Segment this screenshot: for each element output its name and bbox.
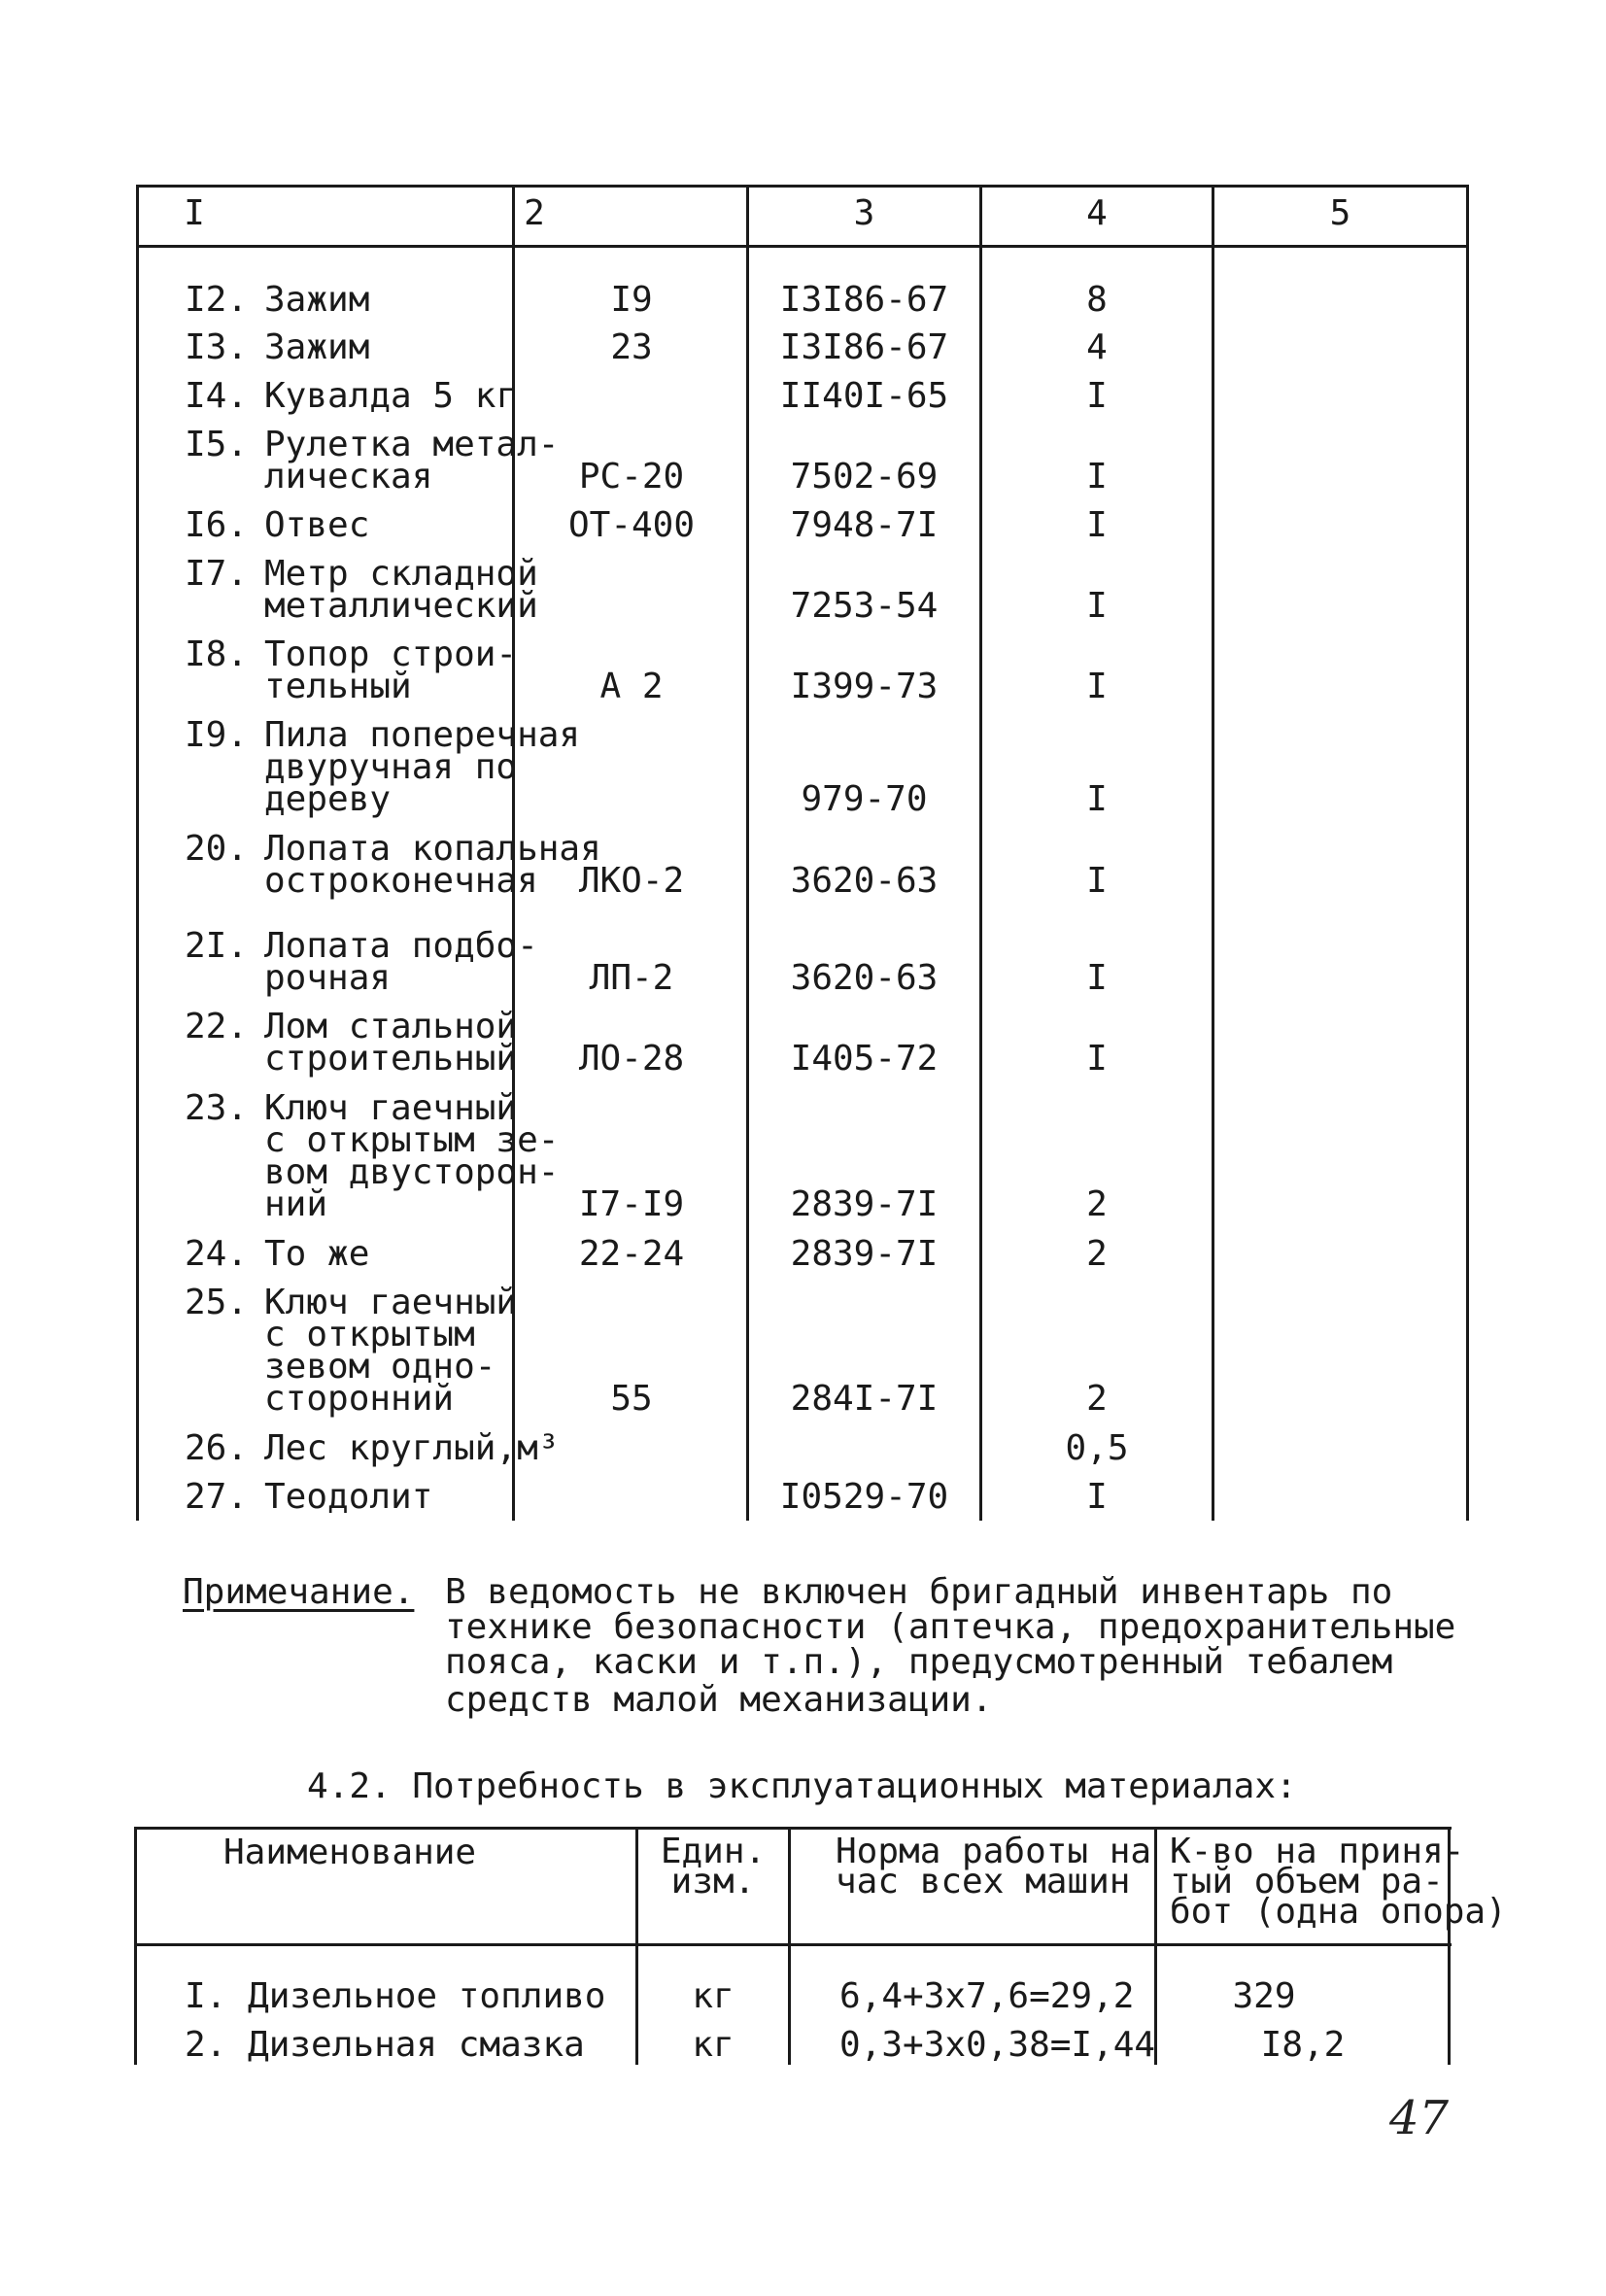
table1-right-border: [1466, 185, 1469, 1521]
table1-header-1: I: [184, 193, 205, 233]
row-26-name: Лес круглый,м³: [264, 1428, 560, 1468]
row-25-name: Ключ гаечный с открытым зевом одно- сторонний: [264, 1283, 518, 1419]
row-22-qty: I: [1086, 1039, 1108, 1079]
row-12-qty: 8: [1086, 280, 1108, 320]
row-16-qty: I: [1086, 505, 1108, 545]
row-24-mark: 22-24: [578, 1234, 685, 1274]
row-19-qty: I: [1086, 779, 1108, 819]
row-18-mark: А 2: [599, 667, 664, 706]
table1-col5-divider: [1212, 185, 1214, 1521]
table2-top-border: [134, 1827, 1452, 1830]
row-20-qty: I: [1086, 861, 1108, 901]
row-18-name: Топор строи- тельный: [264, 634, 518, 706]
table2-row-2-norm: 0,3+3х0,38=I,44: [839, 2025, 1156, 2065]
row-21-qty: I: [1086, 958, 1108, 998]
table2-col3-divider: [788, 1827, 791, 2065]
table1-header-2: 2: [524, 193, 545, 233]
row-23-qty: 2: [1086, 1184, 1108, 1224]
row-16-mark: ОТ-400: [567, 505, 696, 545]
table1-left-border: [136, 185, 139, 1521]
row-14-gost: II40I-65: [779, 376, 949, 416]
row-23-name: Ключ гаечный с открытым зе- вом двусторон- ний: [264, 1088, 560, 1224]
row-12-mark: I9: [610, 280, 653, 320]
row-27-num: 27.: [185, 1477, 249, 1517]
note-line-2: технике безопасности (аптечка, предохранительные: [445, 1607, 1456, 1647]
row-22-mark: ЛО-28: [578, 1039, 685, 1079]
table2-header-norm: Норма работы на час всех машин: [836, 1832, 1152, 1902]
row-13-mark: 23: [610, 327, 653, 367]
table2-row-2-qty: I8,2: [1260, 2025, 1346, 2065]
row-15-mark: РС-20: [578, 457, 685, 497]
row-12-name: Зажим: [264, 280, 370, 320]
table2-row-1-name: I. Дизельное топливо: [185, 1976, 606, 2016]
row-17-name: Метр складной металлический: [264, 554, 538, 626]
note-line-1: В ведомость не включен бригадный инвентарь по: [445, 1572, 1393, 1612]
row-17-qty: I: [1086, 586, 1108, 626]
row-16-num: I6.: [185, 505, 249, 545]
row-15-name: Рулетка метал- лическая: [264, 425, 560, 497]
table1-header-3: 3: [853, 193, 875, 233]
section-title: 4.2. Потребность в эксплуатационных материалах:: [307, 1766, 1297, 1806]
row-16-name: Отвес: [264, 505, 370, 545]
row-13-gost: I3I86-67: [779, 327, 949, 367]
table2-header-unit: Един. изм.: [660, 1832, 767, 1902]
row-21-mark: ЛП-2: [589, 958, 674, 998]
page-number: 47: [1389, 2091, 1450, 2145]
row-22-num: 22.: [185, 1007, 249, 1046]
row-22-name: Лом стальной строительный: [264, 1007, 518, 1079]
row-24-gost: 2839-7I: [790, 1234, 939, 1274]
row-17-gost: 7253-54: [790, 586, 939, 626]
row-20-num: 20.: [185, 829, 249, 869]
row-13-name: Зажим: [264, 327, 370, 367]
row-23-mark: I7-I9: [578, 1184, 685, 1224]
row-15-qty: I: [1086, 457, 1108, 497]
row-27-name: Теодолит: [264, 1477, 433, 1517]
table2-row-2-name: 2. Дизельная смазка: [185, 2025, 585, 2065]
row-23-num: 23.: [185, 1088, 249, 1128]
row-19-name: Пила поперечная двуручная по дереву: [264, 715, 581, 819]
row-15-gost: 7502-69: [790, 457, 939, 497]
row-14-qty: I: [1086, 376, 1108, 416]
row-21-num: 2I.: [185, 926, 249, 966]
row-21-name: Лопата подбо- рочная: [264, 926, 538, 998]
note-label: Примечание.: [183, 1572, 415, 1612]
row-17-num: I7.: [185, 554, 249, 594]
table2-header-name: Наименование: [223, 1833, 477, 1872]
row-24-qty: 2: [1086, 1234, 1108, 1274]
note-line-4: средств малой механизации.: [445, 1680, 993, 1720]
row-25-gost: 284I-7I: [790, 1379, 939, 1419]
table1-header-4: 4: [1086, 193, 1108, 233]
row-19-num: I9.: [185, 715, 249, 755]
table2-row-1-unit: кг: [692, 1976, 735, 2016]
table1-header-border: [136, 245, 1469, 248]
table2-header-qty: К-во на приня- тый объем ра- бот (одна опора): [1170, 1832, 1507, 1932]
table1-top-border: [136, 185, 1469, 188]
row-24-num: 24.: [185, 1234, 249, 1274]
row-12-gost: I3I86-67: [779, 280, 949, 320]
row-20-gost: 3620-63: [790, 861, 939, 901]
row-21-gost: 3620-63: [790, 958, 939, 998]
row-23-gost: 2839-7I: [790, 1184, 939, 1224]
row-14-name: Кувалда 5 кг: [264, 376, 518, 416]
row-16-gost: 7948-7I: [790, 505, 939, 545]
table2-row-1-norm: 6,4+3х7,6=29,2: [839, 1976, 1135, 2016]
row-20-name: Лопата копальная остроконечная: [264, 829, 601, 901]
row-25-num: 25.: [185, 1283, 249, 1322]
table2-row-1-qty: 329: [1232, 1976, 1296, 2016]
row-27-qty: I: [1086, 1477, 1108, 1517]
row-24-name: То же: [264, 1234, 370, 1274]
row-25-qty: 2: [1086, 1379, 1108, 1419]
row-26-qty: 0,5: [1065, 1428, 1129, 1468]
row-13-num: I3.: [185, 327, 249, 367]
note-line-3: пояса, каски и т.п.), предусмотренный тебалем: [445, 1642, 1393, 1682]
row-18-gost: I399-73: [790, 667, 939, 706]
row-22-gost: I405-72: [790, 1039, 939, 1079]
row-18-num: I8.: [185, 634, 249, 674]
row-27-gost: I0529-70: [779, 1477, 949, 1517]
table2-row-2-unit: кг: [692, 2025, 735, 2065]
table1-header-5: 5: [1329, 193, 1351, 233]
row-20-mark: ЛКО-2: [578, 861, 685, 901]
row-19-gost: 979-70: [801, 779, 928, 819]
row-25-mark: 55: [610, 1379, 653, 1419]
row-12-num: I2.: [185, 280, 249, 320]
row-14-num: I4.: [185, 376, 249, 416]
row-13-qty: 4: [1086, 327, 1108, 367]
table2-header-border: [134, 1943, 1452, 1946]
row-15-num: I5.: [185, 425, 249, 464]
table2-left-border: [134, 1827, 137, 2065]
row-26-num: 26.: [185, 1428, 249, 1468]
row-18-qty: I: [1086, 667, 1108, 706]
